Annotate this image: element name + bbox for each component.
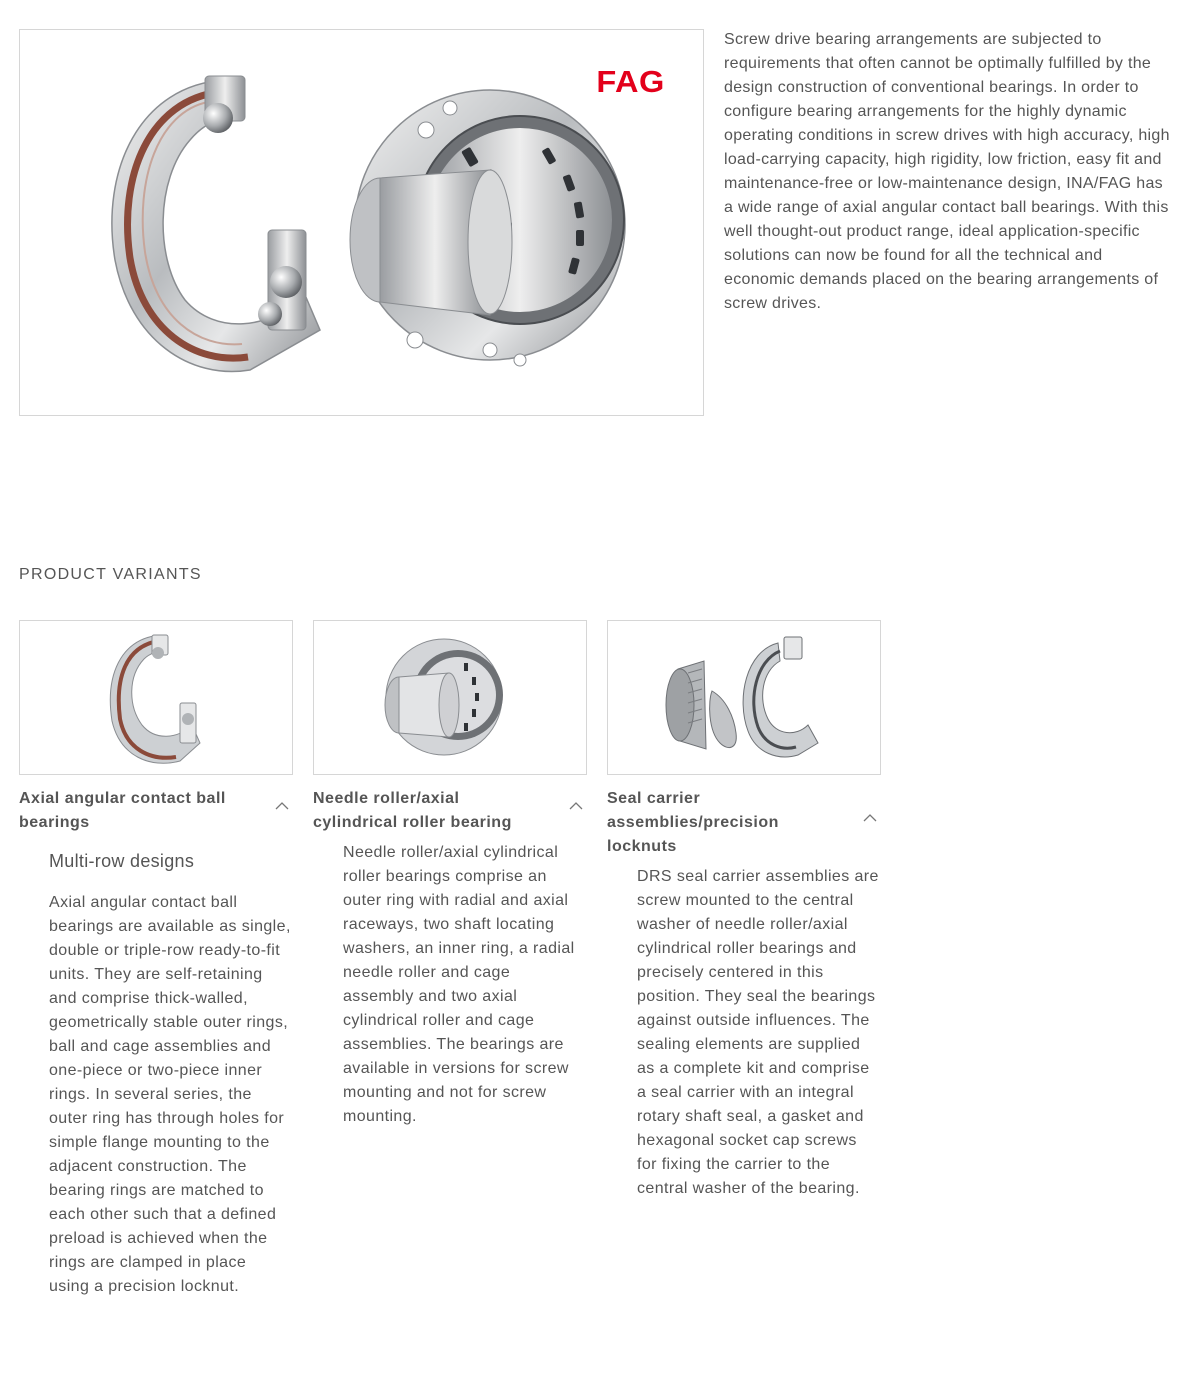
chevron-up-icon[interactable] (569, 801, 583, 811)
seal-carrier-thumbnail-image (608, 621, 880, 774)
variant-accordion-body (607, 865, 881, 1201)
needle-roller-bearing-shape (350, 90, 625, 366)
variant-accordion-body (313, 841, 587, 1129)
variant-sub-heading: Multi-row designs (49, 851, 195, 871)
chevron-up-icon[interactable] (275, 801, 289, 811)
fag-logo: FAG (596, 64, 665, 99)
variant-description: DRS seal carrier assemblies are screw mounted to the central washer of needle roller/axial cylindrical roller bearings and precisely centered in this position. They seal the bearings against outside influences. The sealing elements are supplied as a complete kit and comprise a seal carrier with an integral rotary shaft seal, a gasket and hexagonal socket cap screws for fixing the carrier to the central washer of the bearing. (637, 868, 879, 1197)
variant-accordion-header[interactable] (607, 787, 881, 859)
variant-accordion-header[interactable] (313, 787, 587, 835)
variant-thumbnail[interactable] (313, 620, 587, 775)
ball-bearing-thumbnail-image (20, 621, 292, 774)
variant-thumbnail[interactable] (19, 620, 293, 775)
variant-description: Axial angular contact ball bearings are available as single, double or triple-row ready-to-fit units. They are self-retaining and comprise thick-walled, geometrically stable outer rings, ball and cage assemblies and one-piece or two-piece inner rings. In several series, the outer ring has through holes for simple flange mounting to the adjacent construction. The bearing rings are matched to each other such that a defined preload is achieved when the rings are clamped in place using a precision locknut. (49, 894, 291, 1295)
ball-bearing-shape (112, 76, 320, 372)
product-variants-title: PRODUCT VARIANTS (19, 566, 202, 583)
variant-description: Needle roller/axial cylindrical roller bearings comprise an outer ring with radial and axial raceways, two shaft locating washers, an inner ring, a radial needle roller and cage assembly and two axial cylindrical roller and cage assemblies. The bearings are available in versions for screw mounting and not for screw mounting. (343, 844, 575, 1125)
hero-product-image (19, 29, 704, 416)
variant-accordion-header[interactable] (19, 787, 293, 835)
variant-card-ball-bearing (19, 620, 293, 1299)
variant-card-needle-roller-bearing (313, 620, 587, 1129)
variant-title: Needle roller/axial cylindrical roller bearing (313, 790, 512, 831)
variant-title: Axial angular contact ball bearings (19, 790, 226, 831)
variant-card-seal-carrier (607, 620, 881, 1201)
variant-accordion-body (19, 849, 293, 1299)
needle-roller-thumbnail-image (314, 621, 586, 774)
variant-thumbnail[interactable] (607, 620, 881, 775)
variant-title: Seal carrier assemblies/precision locknuts (607, 790, 779, 855)
chevron-up-icon[interactable] (863, 813, 877, 823)
intro-paragraph: Screw drive bearing arrangements are subjected to requirements that often cannot be optimally fulfilled by the design construction of conventional bearings. In order to configure bearing arrangements for the highly dynamic operating conditions in screw drives with high accuracy, high load-carrying capacity, high rigidity, low friction, easy fit and maintenance-free or low-maintenance design, INA/FAG has a wide range of axial angular contact ball bearings. With this well thought-out product range, ideal application-specific solutions can now be found for all the technical and economic demands placed on the bearing arrangements of screw drives. (724, 31, 1170, 312)
